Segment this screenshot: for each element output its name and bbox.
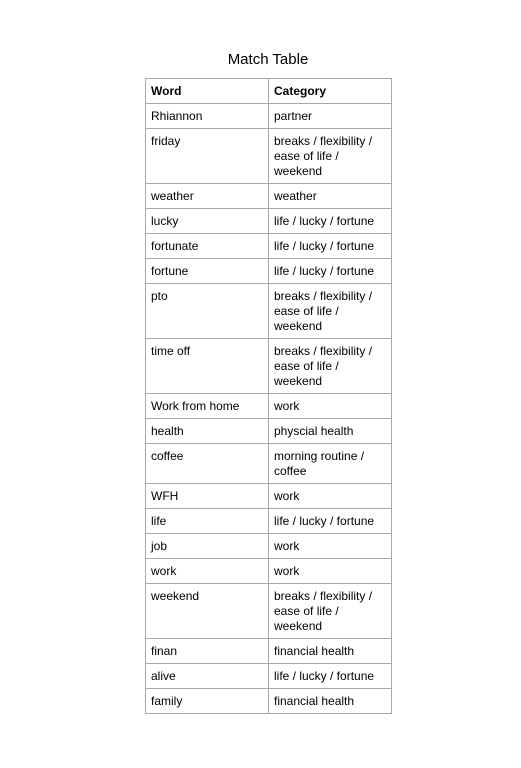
- cell-category: life / lucky / fortune: [269, 509, 392, 534]
- cell-category: financial health: [269, 689, 392, 714]
- cell-word: work: [146, 559, 269, 584]
- cell-word: Work from home: [146, 394, 269, 419]
- table-body: [146, 104, 392, 714]
- cell-word: family: [146, 689, 269, 714]
- cell-word: coffee: [146, 444, 269, 484]
- cell-category: morning routine / coffee: [269, 444, 392, 484]
- table-row: [146, 509, 392, 534]
- cell-word: life: [146, 509, 269, 534]
- table-row: [146, 689, 392, 714]
- table-row: [146, 129, 392, 184]
- cell-category: work: [269, 484, 392, 509]
- cell-category: breaks / flexibility / ease of life / weekend: [269, 129, 392, 184]
- table-row: [146, 419, 392, 444]
- cell-category: work: [269, 394, 392, 419]
- table-row: [146, 339, 392, 394]
- cell-word: fortunate: [146, 234, 269, 259]
- column-header-category: Category: [269, 79, 392, 104]
- cell-category: life / lucky / fortune: [269, 664, 392, 689]
- table-header-row: [146, 79, 392, 104]
- cell-category: life / lucky / fortune: [269, 259, 392, 284]
- table-row: [146, 184, 392, 209]
- table-row: [146, 104, 392, 129]
- column-header-word: Word: [146, 79, 269, 104]
- table-row: [146, 484, 392, 509]
- cell-category: work: [269, 559, 392, 584]
- match-table: [145, 78, 392, 714]
- cell-category: partner: [269, 104, 392, 129]
- cell-word: pto: [146, 284, 269, 339]
- cell-word: weekend: [146, 584, 269, 639]
- cell-category: breaks / flexibility / ease of life / weekend: [269, 284, 392, 339]
- cell-category: weather: [269, 184, 392, 209]
- cell-word: health: [146, 419, 269, 444]
- cell-word: finan: [146, 639, 269, 664]
- cell-category: financial health: [269, 639, 392, 664]
- cell-category: life / lucky / fortune: [269, 234, 392, 259]
- table-row: [146, 534, 392, 559]
- cell-word: Rhiannon: [146, 104, 269, 129]
- table-row: [146, 259, 392, 284]
- cell-word: WFH: [146, 484, 269, 509]
- cell-word: time off: [146, 339, 269, 394]
- table-row: [146, 559, 392, 584]
- table-row: [146, 234, 392, 259]
- table-title: Match Table: [227, 51, 309, 68]
- table-row: [146, 664, 392, 689]
- cell-word: fortune: [146, 259, 269, 284]
- table-row: [146, 209, 392, 234]
- cell-category: breaks / flexibility / ease of life / weekend: [269, 584, 392, 639]
- table-row: [146, 284, 392, 339]
- cell-word: weather: [146, 184, 269, 209]
- table-row: [146, 584, 392, 639]
- cell-category: physcial health: [269, 419, 392, 444]
- cell-word: alive: [146, 664, 269, 689]
- cell-category: life / lucky / fortune: [269, 209, 392, 234]
- cell-word: lucky: [146, 209, 269, 234]
- cell-category: work: [269, 534, 392, 559]
- table-row: [146, 394, 392, 419]
- table-row: [146, 444, 392, 484]
- cell-word: job: [146, 534, 269, 559]
- cell-category: breaks / flexibility / ease of life / weekend: [269, 339, 392, 394]
- cell-word: friday: [146, 129, 269, 184]
- table-row: [146, 639, 392, 664]
